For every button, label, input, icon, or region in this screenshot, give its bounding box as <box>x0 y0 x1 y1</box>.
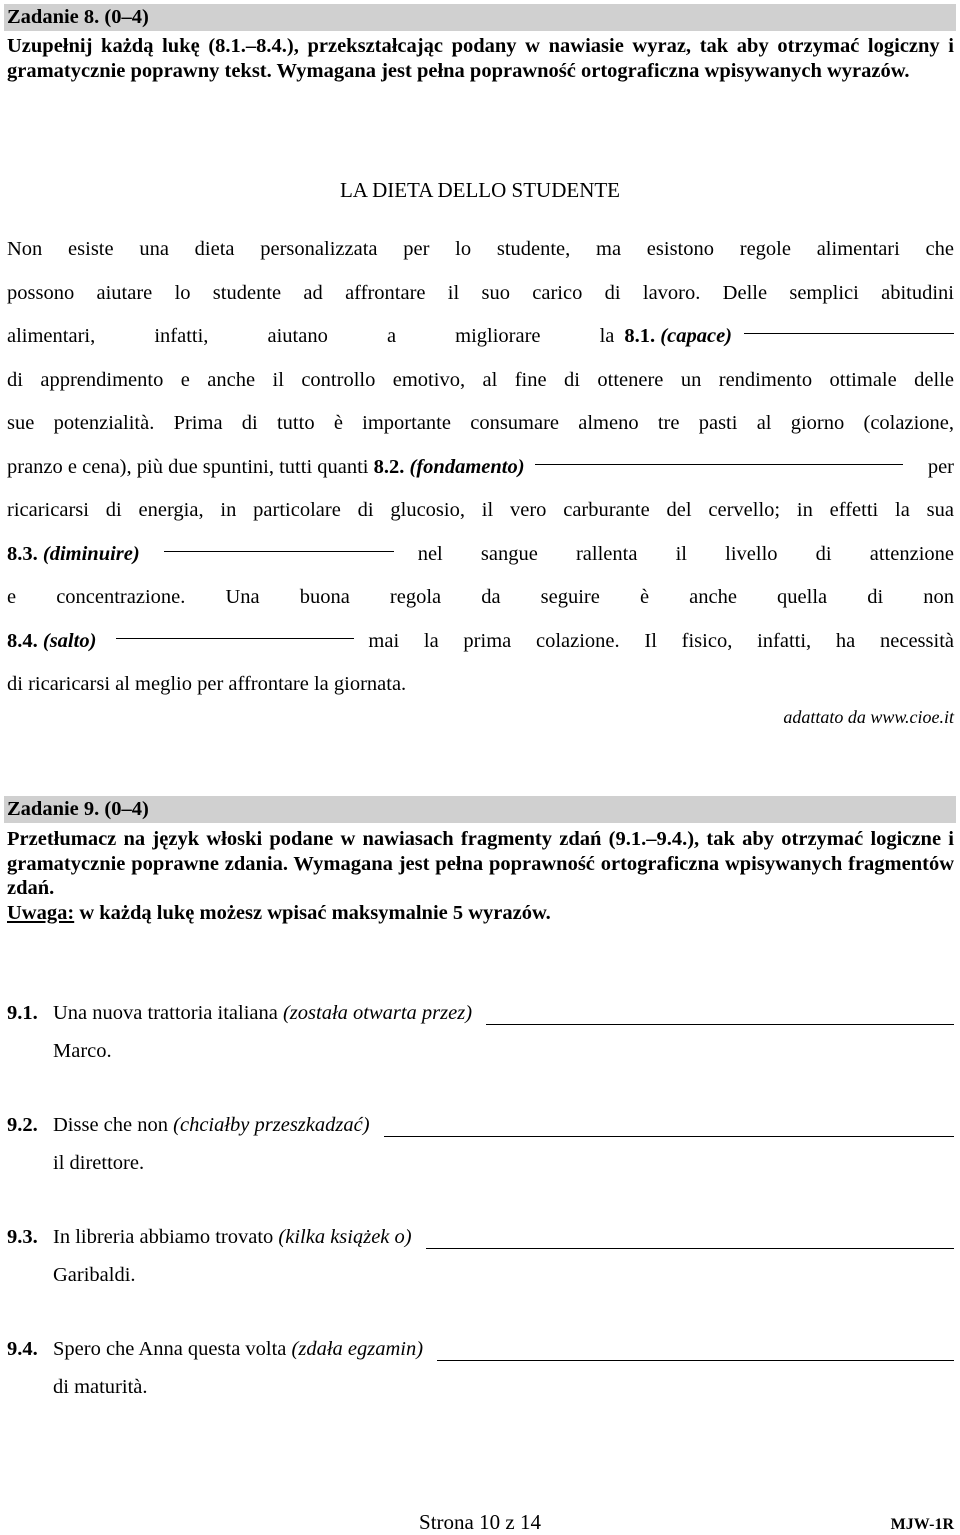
task-8-instruction <box>7 34 954 83</box>
task-8-header: Zadanie 8. (0–4) <box>4 4 956 31</box>
text-line <box>7 446 954 490</box>
text-line: possono aiutare lo studente ad affrontare il suo carico di lavoro. Delle semplici abitudini <box>7 281 954 304</box>
gap-number: 8.4. <box>7 629 38 652</box>
reading-text <box>7 228 954 707</box>
text-line: di apprendimento e anche il controllo emotivo, al fine di ottenere un rendimento ottimale delle <box>7 368 954 391</box>
text-line: sue potenzialità. Prima di tutto è importante consumare almeno tre pasti al giorno (colazione, <box>7 412 954 434</box>
answer-gap-9-2[interactable] <box>384 1116 954 1137</box>
exam-code: MJW-1R <box>890 1516 954 1533</box>
task-9-instruction-text: Przetłumacz na język włoski podane w nawiasach fragmenty zdań (9.1.–9.4.), tak aby otrzymać logiczne i gramatycznie poprawne zdania. Wymagana jest pełna poprawność ortograficzna wpisywanych fragmentów zdań. <box>7 828 954 899</box>
exercise-item-9-3 <box>7 1221 954 1292</box>
text-line: di ricaricarsi al meglio per affrontare la giornata. <box>7 673 407 695</box>
text-fragment: mai la prima colazione. Il fisico, infatti, ha necessità <box>368 629 954 652</box>
gap-hint: (salto) <box>42 629 97 652</box>
task-9-instruction <box>7 827 954 925</box>
gap-number: 8.2. <box>373 455 405 478</box>
answer-gap-8-4[interactable] <box>116 620 354 639</box>
exercise-item-9-2 <box>7 1109 954 1180</box>
answer-gap-8-1[interactable] <box>744 315 954 334</box>
item-text: Una nuova trattoria italiana <box>53 1002 278 1024</box>
text-fragment: per <box>927 455 954 478</box>
text-line <box>7 315 954 359</box>
item-number: 9.2. <box>7 1114 38 1136</box>
answer-gap-9-4[interactable] <box>437 1340 954 1361</box>
item-hint: (kilka książek o) <box>278 1226 412 1248</box>
source-attribution: adattato da www.cioe.it <box>783 707 954 727</box>
item-text: In libreria abbiamo trovato <box>53 1226 274 1248</box>
gap-hint: (fondamento) <box>409 455 525 478</box>
task-9-note <box>7 901 954 926</box>
item-number: 9.1. <box>7 1002 38 1024</box>
item-hint: (zdała egzamin) <box>291 1338 424 1360</box>
text-line: ricaricarsi di energia, in particolare di glucosio, il vero carburante del cervello; in effetti la sua <box>7 499 954 521</box>
text-line <box>7 533 954 577</box>
text-fragment: alimentari, infatti, aiutano a migliorare la <box>7 325 615 347</box>
text-fragment: nel sangue rallenta il livello di attenzione <box>417 542 954 565</box>
answer-gap-9-3[interactable] <box>426 1228 954 1249</box>
text-line <box>7 620 954 664</box>
answer-gap-8-3[interactable] <box>164 533 394 552</box>
reading-title: LA DIETA DELLO STUDENTE <box>339 178 621 202</box>
item-text: Disse che non <box>53 1114 169 1136</box>
gap-number: 8.3. <box>7 542 38 565</box>
item-number: 9.3. <box>7 1226 38 1248</box>
task-9-header: Zadanie 9. (0–4) <box>4 796 956 823</box>
item-hint: (chciałby przeszkadzać) <box>173 1114 370 1136</box>
note-text: w każdą lukę możesz wpisać maksymalnie 5 wyrazów. <box>74 901 551 924</box>
exercise-item-9-4 <box>7 1333 954 1404</box>
page-number: Strona 10 z 14 <box>419 1510 541 1534</box>
text-fragment: pranzo e cena), più due spuntini, tutti quanti <box>7 455 369 478</box>
gap-hint: (capace) <box>660 325 732 347</box>
exercise-item-9-1 <box>7 997 954 1068</box>
answer-gap-8-2[interactable] <box>535 446 903 465</box>
item-continuation: Marco. <box>53 1040 112 1062</box>
gap-number: 8.1. <box>624 325 656 347</box>
gap-hint: (diminuire) <box>42 542 140 565</box>
item-text: Spero che Anna questa volta <box>53 1338 287 1360</box>
text-line: Non esiste una dieta personalizzata per lo studente, ma esistono regole alimentari che <box>7 238 954 260</box>
note-label: Uwaga: <box>7 901 75 924</box>
item-continuation: il direttore. <box>53 1152 145 1174</box>
answer-gap-9-1[interactable] <box>486 1004 954 1025</box>
item-continuation: di maturità. <box>53 1376 148 1398</box>
text-line: e concentrazione. Una buona regola da seguire è anche quella di non <box>7 586 954 608</box>
task-8-instruction-text: Uzupełnij każdą lukę (8.1.–8.4.), przekształcając podany w nawiasie wyraz, tak aby otrzymać logiczny i gramatycznie poprawny tekst. Wymagana jest pełna poprawność ortograficzna wpisywanych wyrazów. <box>7 35 954 82</box>
item-number: 9.4. <box>7 1338 38 1360</box>
item-continuation: Garibaldi. <box>53 1264 136 1286</box>
item-hint: (została otwarta przez) <box>282 1002 473 1024</box>
